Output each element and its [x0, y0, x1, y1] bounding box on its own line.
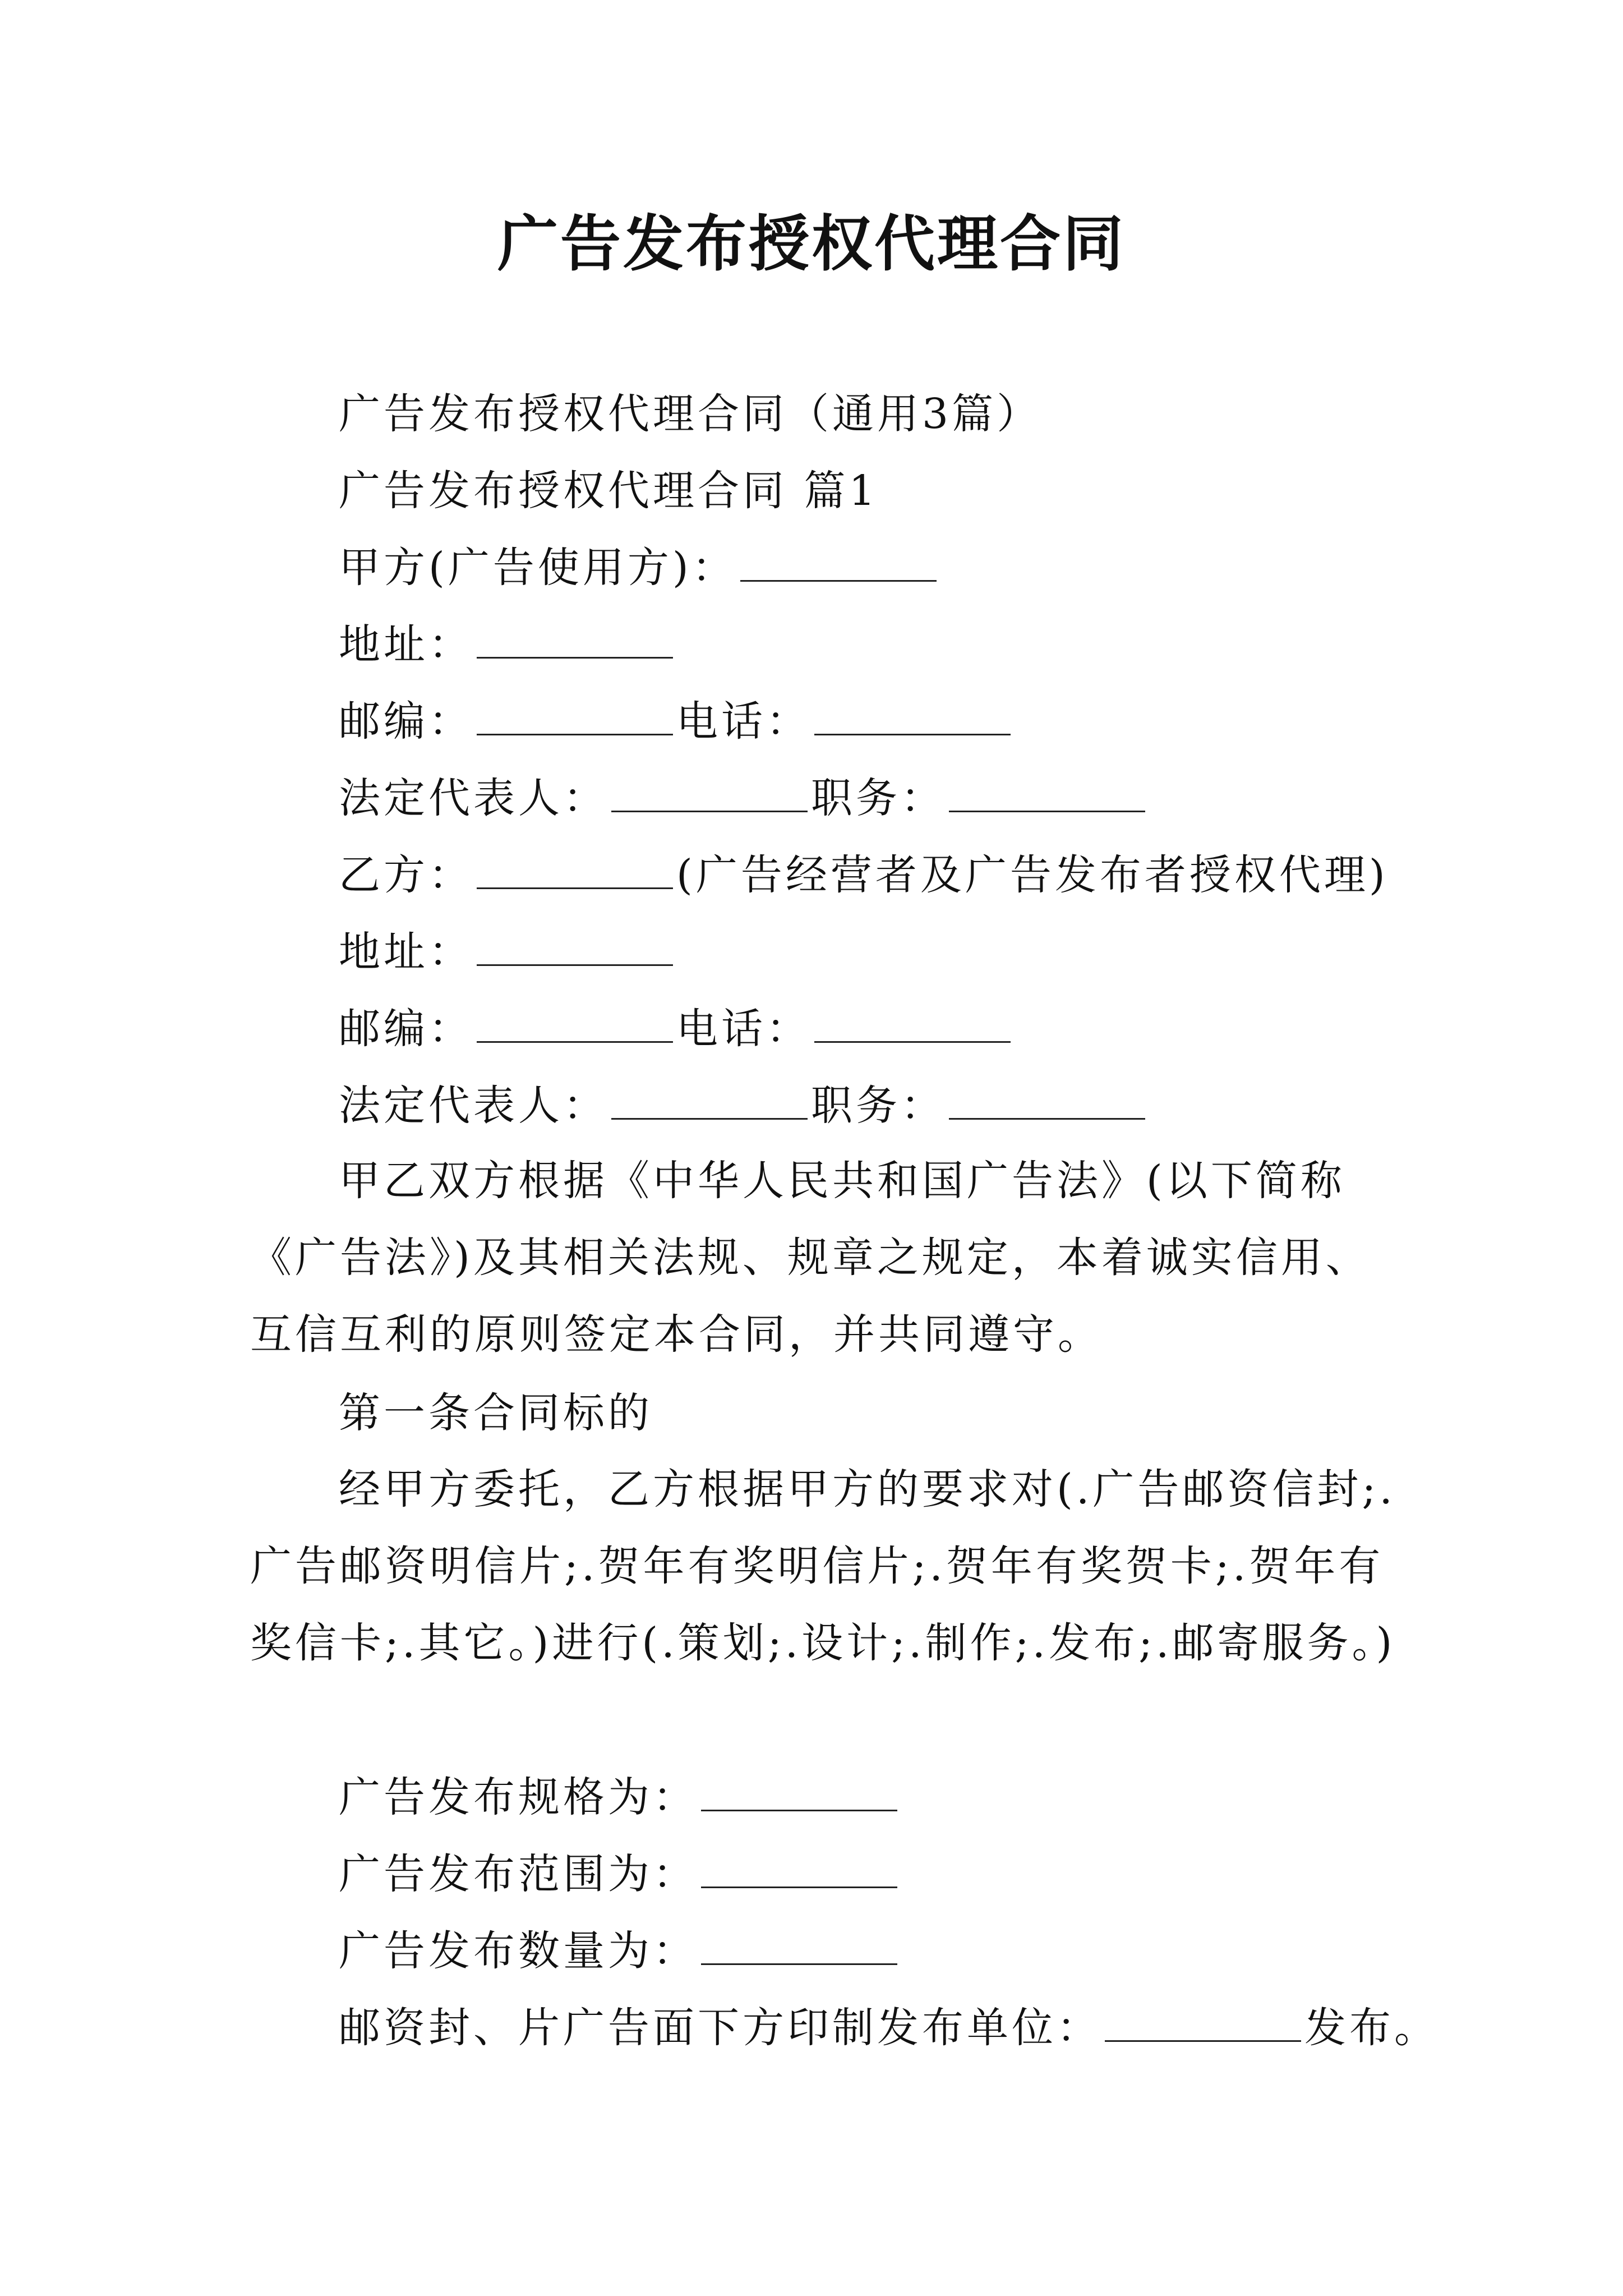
- party-a-blank: [740, 542, 937, 582]
- address-b-label: 地址：: [339, 928, 473, 976]
- publisher-line: [339, 2000, 1439, 2056]
- document-title: 广告发布授权代理合同: [497, 209, 1126, 279]
- address-a-label: 地址：: [339, 620, 473, 669]
- title-b-label: 职务：: [811, 1082, 946, 1130]
- rep-a-blank: [611, 772, 808, 812]
- title-a-blank: [949, 772, 1145, 812]
- phone-b-blank: [814, 1003, 1011, 1043]
- section-heading: 广告发布授权代理合同 篇1: [339, 467, 879, 515]
- spec-blank: [701, 1772, 897, 1811]
- phone-a-blank: [814, 696, 1011, 735]
- zip-a-label: 邮编：: [339, 697, 473, 746]
- rep-a-line: [339, 770, 1149, 826]
- publisher-suffix: 发布。: [1304, 2004, 1439, 2052]
- party-b-label: 乙方：: [339, 851, 473, 899]
- phone-b-label: 电话：: [676, 1005, 811, 1053]
- rep-a-label: 法定代表人：: [339, 774, 608, 822]
- zip-b-blank: [477, 1003, 673, 1043]
- rep-b-label: 法定代表人：: [339, 1082, 608, 1130]
- zip-a-blank: [477, 696, 673, 735]
- party-a-label: 甲方(广告使用方)：: [339, 544, 737, 592]
- preamble-paragraph: 甲乙双方根据《中华人民共和国广告法》(以下简称《广告法》)及其相关法规、规章之规定，本着诚实信用、互信互利的原则签定本合同，并共同遵守。: [250, 1157, 1371, 1359]
- address-a-blank: [477, 619, 673, 659]
- quantity-label: 广告发布数量为：: [339, 1927, 698, 1975]
- spec-line: [339, 1769, 901, 1825]
- party-b-line: [339, 847, 1389, 903]
- zip-b-label: 邮编：: [339, 1005, 473, 1053]
- quantity-blank: [701, 1925, 897, 1965]
- publisher-label: 邮资封、片广告面下方印制发布单位：: [339, 2004, 1101, 2052]
- subtitle-line: 广告发布授权代理合同（通用3篇）: [339, 390, 1042, 438]
- address-b-blank: [477, 926, 673, 966]
- quantity-line: [339, 1923, 901, 1979]
- address-a-line: [339, 616, 676, 673]
- title-a-label: 职务：: [811, 774, 946, 822]
- scope-blank: [701, 1848, 897, 1888]
- title-b-blank: [949, 1080, 1145, 1120]
- article1-paragraph: 经甲方委托，乙方根据甲方的要求对(.广告邮资信封;.广告邮资明信片;.贺年有奖明信片;.贺年有奖贺卡;.贺年有奖信卡;.其它。)进行(.策划;.设计;.制作;.发布;.邮寄服务。): [250, 1465, 1396, 1667]
- phone-a-label: 电话：: [676, 697, 811, 746]
- address-b-line: [339, 924, 676, 980]
- article1-heading: 第一条合同标的: [339, 1389, 653, 1437]
- zip-phone-b-line: [339, 1001, 1014, 1057]
- publisher-blank: [1105, 2002, 1301, 2042]
- scope-line: [339, 1846, 901, 1902]
- party-a-line: [339, 540, 940, 596]
- spec-label: 广告发布规格为：: [339, 1773, 698, 1821]
- zip-phone-a-line: [339, 693, 1014, 749]
- rep-b-line: [339, 1078, 1149, 1134]
- party-b-note: (广告经营者及广告发布者授权代理): [676, 851, 1389, 899]
- rep-b-blank: [611, 1080, 808, 1120]
- party-b-blank: [477, 849, 673, 889]
- scope-label: 广告发布范围为：: [339, 1850, 698, 1898]
